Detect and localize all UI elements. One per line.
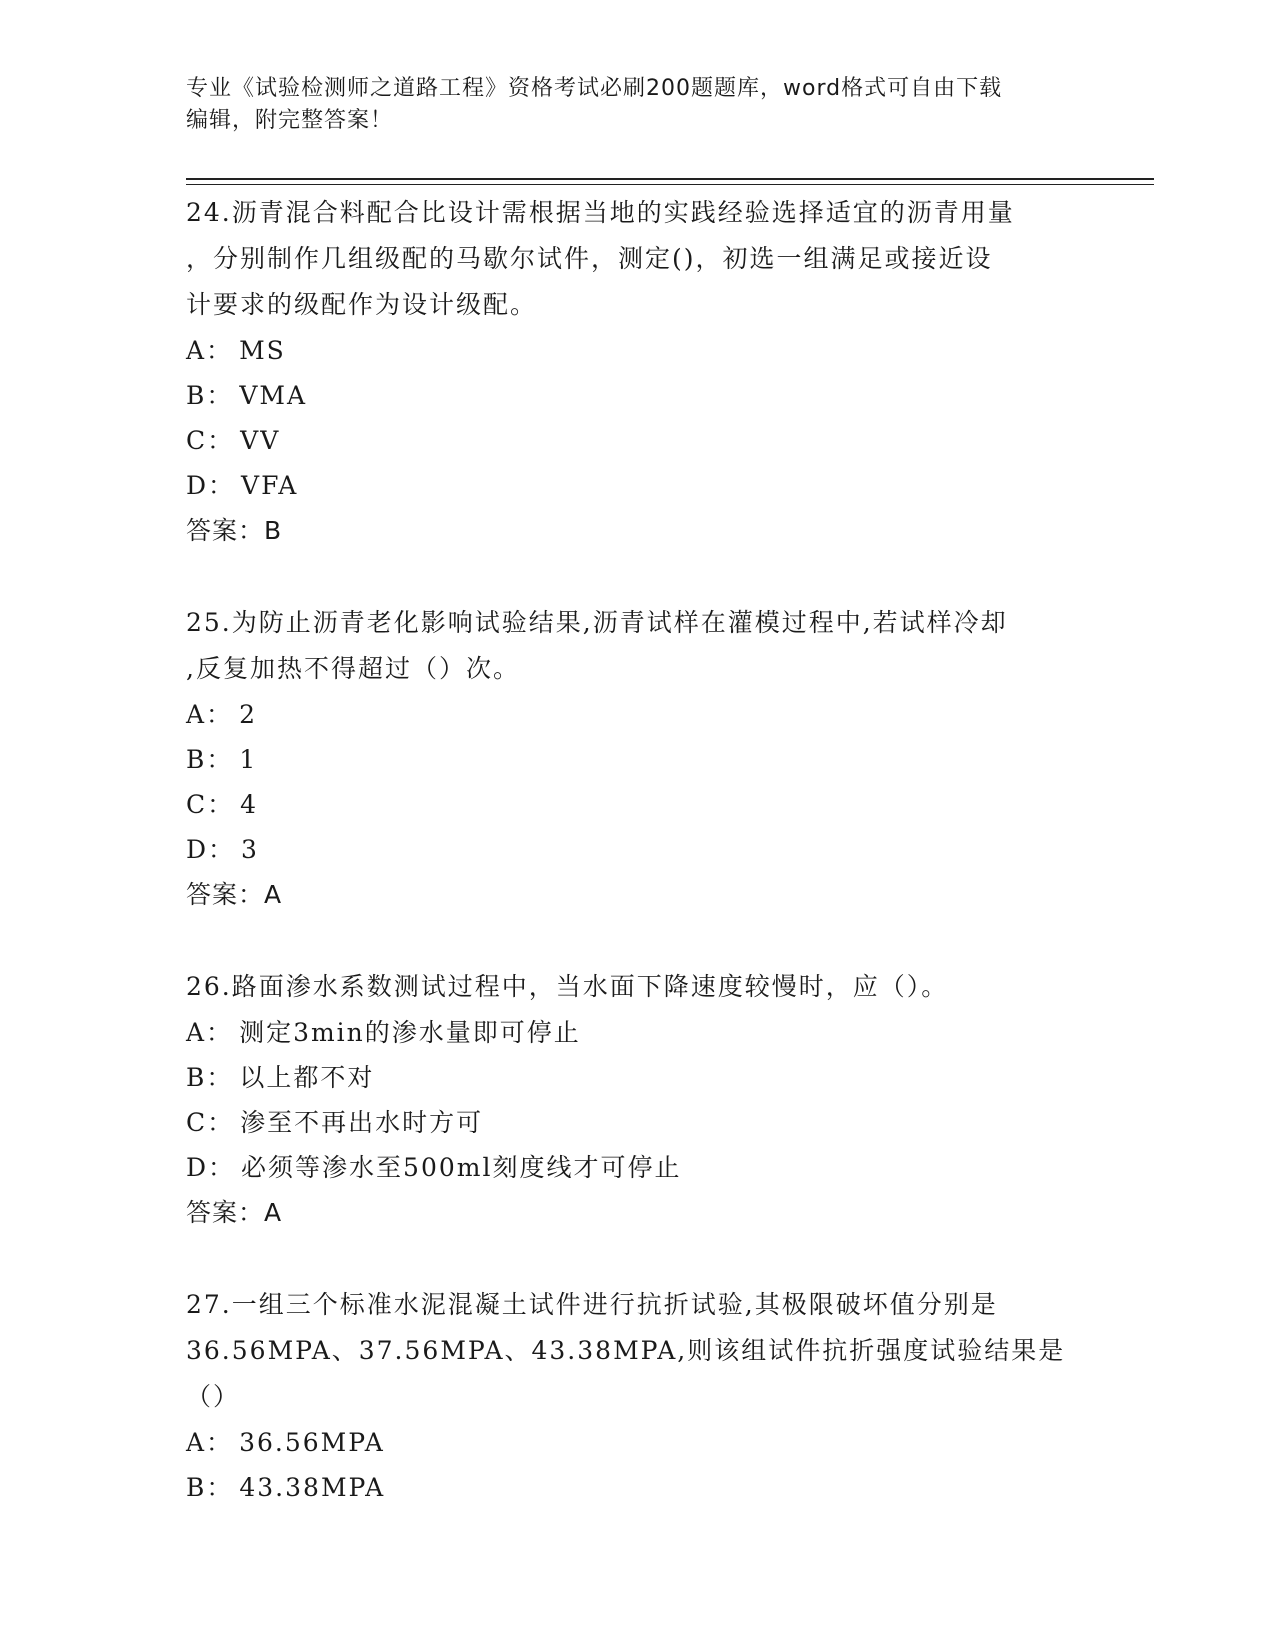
question-stem-line: 27.一组三个标准水泥混凝土试件进行抗折试验,其极限破坏值分别是 (186, 1290, 998, 1319)
answer-key: 答案：B (186, 516, 283, 545)
option-key: C： (186, 426, 235, 455)
option-key: A： (186, 336, 234, 365)
option-key: C： (186, 1108, 235, 1137)
question-block (186, 600, 1086, 918)
option-text: 4 (240, 790, 259, 819)
question-stem-line: 26.路面渗水系数测试过程中，当水面下降速度较慢时，应（）。 (186, 972, 949, 1001)
answer-option (186, 1055, 1086, 1100)
answer-key: 答案：A (186, 1198, 283, 1227)
answer-option (186, 692, 1086, 737)
option-text: VMA (239, 381, 308, 410)
option-text: 43.38MPA (239, 1473, 386, 1502)
answer-option (186, 328, 1086, 373)
option-key: B： (186, 381, 234, 410)
option-text: VV (240, 426, 281, 455)
option-key: B： (186, 745, 234, 774)
option-key: D： (186, 835, 236, 864)
answer-option (186, 418, 1086, 463)
question-stem-line: ，分别制作几组级配的马歇尔试件，测定()，初选一组满足或接近设 (186, 244, 993, 273)
header-line-2: 编辑，附完整答案！ (186, 108, 394, 133)
answer-option (186, 827, 1086, 872)
header-divider-top (186, 178, 1154, 180)
option-text: VFA (241, 471, 299, 500)
option-key: B： (186, 1063, 234, 1092)
answer-option (186, 1100, 1086, 1145)
option-text: 2 (239, 700, 257, 729)
header-line-1: 专业《试验检测师之道路工程》资格考试必刷200题题库，word格式可自由下载 (186, 76, 1003, 101)
option-key: D： (186, 471, 236, 500)
option-key: C： (186, 790, 235, 819)
header-divider-bottom (186, 184, 1154, 185)
question-stem-line: 25.为防止沥青老化影响试验结果,沥青试样在灌模过程中,若试样冷却 (186, 608, 1008, 637)
question-list (186, 190, 1086, 1556)
option-key: A： (186, 1018, 234, 1047)
option-key: B： (186, 1473, 234, 1502)
answer-option (186, 782, 1086, 827)
answer-key: 答案：A (186, 880, 283, 909)
answer-option (186, 1465, 1086, 1510)
answer-option (186, 1420, 1086, 1465)
answer-option (186, 1145, 1086, 1190)
question-stem-line: 24.沥青混合料配合比设计需根据当地的实践经验选择适宜的沥青用量 (186, 198, 1015, 227)
answer-option (186, 373, 1086, 418)
option-text: 36.56MPA (239, 1428, 385, 1457)
option-text: 以上都不对 (239, 1063, 375, 1092)
option-key: A： (186, 700, 234, 729)
option-text: 渗至不再出水时方可 (240, 1108, 484, 1137)
answer-option (186, 463, 1086, 508)
option-text: 必须等渗水至500ml刻度线才可停止 (241, 1153, 682, 1182)
question-stem-line: 计要求的级配作为设计级配。 (186, 290, 538, 319)
question-stem-line: 36.56MPA、37.56MPA、43.38MPA,则该组试件抗折强度试验结果是（） (186, 1336, 1066, 1411)
answer-option (186, 737, 1086, 782)
option-text: 3 (241, 835, 259, 864)
option-text: 1 (239, 745, 258, 774)
option-text: 测定3min的渗水量即可停止 (239, 1018, 581, 1047)
question-stem-line: ,反复加热不得超过（）次。 (186, 654, 520, 683)
answer-option (186, 1010, 1086, 1055)
option-key: A： (186, 1428, 234, 1457)
question-block (186, 1282, 1086, 1510)
option-key: D： (186, 1153, 236, 1182)
question-block (186, 964, 1086, 1236)
document-header (186, 73, 1066, 137)
option-text: MS (239, 336, 286, 365)
question-block (186, 190, 1086, 554)
